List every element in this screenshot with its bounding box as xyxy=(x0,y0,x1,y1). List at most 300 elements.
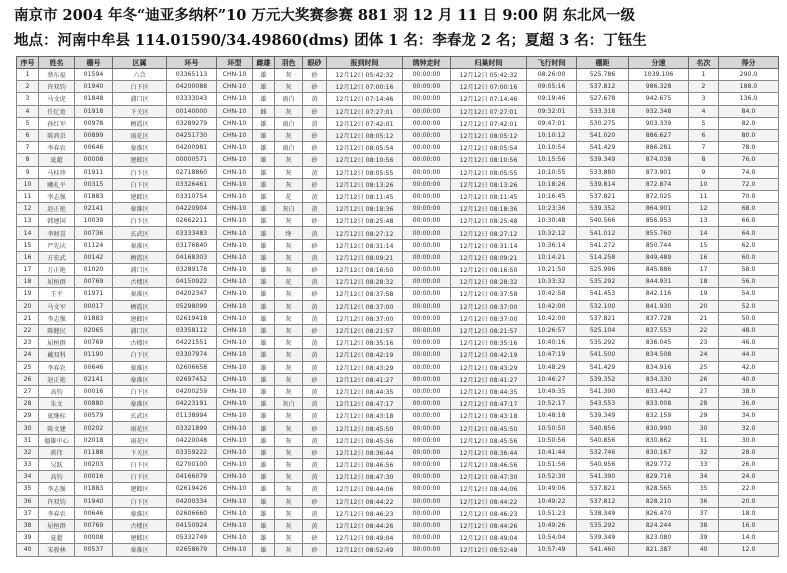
table-row xyxy=(17,190,779,202)
table-cell: 00:00:00 xyxy=(403,166,451,178)
table-cell: 22 xyxy=(689,324,719,336)
table-cell: 孙红军 xyxy=(39,117,75,129)
table-cell: 00:00:00 xyxy=(403,495,451,507)
table-cell: 6 xyxy=(689,129,719,141)
column-header: 区属 xyxy=(113,57,167,69)
table-cell: 王平 xyxy=(39,288,75,300)
table-cell: CHN-10 xyxy=(217,422,253,434)
table-cell: 蔡东福 xyxy=(39,69,75,81)
table-cell: 雄 xyxy=(253,142,275,154)
table-row xyxy=(17,69,779,81)
table-cell: 02619418 xyxy=(167,312,217,324)
table-row xyxy=(17,410,779,422)
table-cell: 10:49:26 xyxy=(527,519,577,531)
table-cell: 12月12日 08:25:48 xyxy=(327,215,403,227)
table-cell: 黄 xyxy=(303,459,327,471)
table-cell: 844.931 xyxy=(629,276,689,288)
table-cell: 04200088 xyxy=(167,81,217,93)
table-cell: 04200981 xyxy=(167,142,217,154)
table-cell: 886.627 xyxy=(629,129,689,141)
table-cell: 12月12日 08:09:21 xyxy=(327,251,403,263)
table-cell: 04251730 xyxy=(167,129,217,141)
table-cell: CHN-10 xyxy=(217,544,253,556)
table-row xyxy=(17,288,779,300)
table-row xyxy=(17,422,779,434)
table-row xyxy=(17,251,779,263)
table-cell: 535.292 xyxy=(577,276,629,288)
table-row xyxy=(17,300,779,312)
table-cell: 1039.106 xyxy=(629,69,689,81)
table-cell: 12月12日 08:05:54 xyxy=(451,142,527,154)
table-cell: 12月12日 08:11:45 xyxy=(451,190,527,202)
table-cell: 12月12日 08:47:17 xyxy=(327,398,403,410)
table-cell: 14 xyxy=(17,227,39,239)
table-cell: 00899 xyxy=(75,129,113,141)
table-cell: 灰 xyxy=(275,178,303,190)
table-cell: 02606660 xyxy=(167,507,217,519)
table-cell: 12月12日 08:41:27 xyxy=(327,373,403,385)
table-cell: 12月12日 08:21:57 xyxy=(451,324,527,336)
table-cell: 872.874 xyxy=(629,178,689,190)
table-cell: 雄 xyxy=(253,483,275,495)
table-cell: 932.348 xyxy=(629,105,689,117)
table-cell: 32 xyxy=(689,446,719,458)
table-cell: 40 xyxy=(689,544,719,556)
table-cell: 黄 xyxy=(303,276,327,288)
table-cell: 02658679 xyxy=(167,544,217,556)
table-cell: 20 xyxy=(17,300,39,312)
table-cell: 10:42:58 xyxy=(527,288,577,300)
table-cell: 01020 xyxy=(75,264,113,276)
table-cell: 873.901 xyxy=(629,166,689,178)
table-cell: 34.0 xyxy=(719,410,779,422)
table-cell: 00:00:00 xyxy=(403,532,451,544)
table-cell: 8 xyxy=(689,154,719,166)
table-cell: 188.0 xyxy=(719,81,779,93)
table-cell: 01124 xyxy=(75,239,113,251)
table-cell: 6 xyxy=(17,129,39,141)
table-cell: 36 xyxy=(689,495,719,507)
table-cell: CHN-10 xyxy=(217,227,253,239)
table-cell: 27 xyxy=(689,385,719,397)
table-cell: 00008 xyxy=(75,532,113,544)
table-cell: 秦淮区 xyxy=(113,361,167,373)
table-cell: 29 xyxy=(17,410,39,422)
table-row xyxy=(17,93,779,105)
table-cell: 828.210 xyxy=(629,495,689,507)
table-cell: 00978 xyxy=(75,117,113,129)
table-cell: 10:23:36 xyxy=(527,203,577,215)
table-cell: 灰 xyxy=(275,105,303,117)
table-cell: 灰 xyxy=(275,129,303,141)
table-cell: 514.258 xyxy=(577,251,629,263)
table-cell: 00:00:00 xyxy=(403,300,451,312)
table-cell: 35 xyxy=(689,483,719,495)
table-row xyxy=(17,166,779,178)
table-cell: 白下区 xyxy=(113,471,167,483)
table-cell: 00:00:00 xyxy=(403,178,451,190)
table-row xyxy=(17,532,779,544)
table-cell: 陈文建 xyxy=(39,422,75,434)
table-cell: 雄 xyxy=(253,361,275,373)
table-cell: 527.678 xyxy=(577,93,629,105)
table-cell: 541.390 xyxy=(577,385,629,397)
table-cell: 00:00:00 xyxy=(403,519,451,531)
table-cell: 浦口区 xyxy=(113,93,167,105)
table-cell: 10:47:19 xyxy=(527,349,577,361)
table-cell: CHN-10 xyxy=(217,276,253,288)
table-cell: CHN-10 xyxy=(217,81,253,93)
table-cell: 01918 xyxy=(75,105,113,117)
table-cell: 830.167 xyxy=(629,446,689,458)
table-cell: 12月12日 08:09:21 xyxy=(451,251,527,263)
table-cell: 白下区 xyxy=(113,349,167,361)
table-cell: 04150924 xyxy=(167,519,217,531)
table-cell: 屈桓群 xyxy=(39,519,75,531)
table-cell: 10:16:45 xyxy=(527,190,577,202)
table-cell: 834.330 xyxy=(629,373,689,385)
table-cell: 10:51:56 xyxy=(527,459,577,471)
table-cell: 537.812 xyxy=(577,81,629,93)
table-cell: 12月12日 08:05:12 xyxy=(451,129,527,141)
table-cell: 12月12日 08:49:04 xyxy=(327,532,403,544)
table-cell: 532.100 xyxy=(577,300,629,312)
table-cell: 00016 xyxy=(75,471,113,483)
table-cell: 黄 xyxy=(303,349,327,361)
table-cell: 12月12日 08:46:56 xyxy=(327,459,403,471)
table-cell: 灰 xyxy=(275,349,303,361)
table-cell: 黄 xyxy=(303,385,327,397)
table-cell: CHN-10 xyxy=(217,190,253,202)
table-cell: 宋骏林 xyxy=(39,544,75,556)
table-cell: 10:57:49 xyxy=(527,544,577,556)
table-cell: 12月12日 08:16:50 xyxy=(327,264,403,276)
table-row xyxy=(17,349,779,361)
table-cell: 砂 xyxy=(303,288,327,300)
table-body xyxy=(17,69,779,557)
table-cell: 00769 xyxy=(75,337,113,349)
column-header: 棚号 xyxy=(75,57,113,69)
table-cell: 62.0 xyxy=(719,239,779,251)
table-cell: 00:00:00 xyxy=(403,276,451,288)
table-cell: 灰 xyxy=(275,373,303,385)
table-row xyxy=(17,495,779,507)
table-cell: 10:51:23 xyxy=(527,507,577,519)
table-cell: 76.0 xyxy=(719,154,779,166)
table-cell: 雄 xyxy=(253,495,275,507)
table-cell: 01971 xyxy=(75,288,113,300)
table-cell: 雄 xyxy=(253,69,275,81)
table-cell: 541.012 xyxy=(577,227,629,239)
table-cell: 541.272 xyxy=(577,239,629,251)
table-row xyxy=(17,471,779,483)
table-cell: 00315 xyxy=(75,178,113,190)
table-cell: 黄 xyxy=(303,227,327,239)
table-cell: 829.772 xyxy=(629,459,689,471)
table-cell: 12月12日 08:47:30 xyxy=(327,471,403,483)
table-cell: 00:00:00 xyxy=(403,117,451,129)
table-cell: 砂 xyxy=(303,373,327,385)
table-cell: 842.116 xyxy=(629,288,689,300)
table-cell: 00579 xyxy=(75,410,113,422)
table-cell: 10 xyxy=(17,178,39,190)
table-cell: 540.566 xyxy=(577,215,629,227)
table-cell: 00:00:00 xyxy=(403,434,451,446)
table-cell: 黄 xyxy=(303,434,327,446)
table-cell: 00:00:00 xyxy=(403,81,451,93)
table-cell: 栖霞区 xyxy=(113,300,167,312)
table-cell: 古楼区 xyxy=(113,519,167,531)
table-cell: 540.856 xyxy=(577,434,629,446)
table-cell: 雨白 xyxy=(275,142,303,154)
table-cell: 马文军 xyxy=(39,300,75,312)
table-cell: 03176840 xyxy=(167,239,217,251)
table-cell: 04200334 xyxy=(167,495,217,507)
table-cell: 00:00:00 xyxy=(403,398,451,410)
table-cell: 雄 xyxy=(253,337,275,349)
table-cell: 01188 xyxy=(75,446,113,458)
table-cell: 01940 xyxy=(75,495,113,507)
table-cell: 01940 xyxy=(75,81,113,93)
table-cell: 525.786 xyxy=(577,69,629,81)
table-cell: 12月12日 08:35:16 xyxy=(327,337,403,349)
table-cell: 雄 xyxy=(253,129,275,141)
column-header: 归巢时间 xyxy=(451,57,527,69)
table-cell: 马文虎 xyxy=(39,93,75,105)
table-cell: 24 xyxy=(17,349,39,361)
table-cell: 12月12日 08:44:35 xyxy=(451,385,527,397)
table-cell: 37 xyxy=(689,507,719,519)
table-cell: 872.025 xyxy=(629,190,689,202)
table-cell: 雄 xyxy=(253,251,275,263)
table-cell: 10:18:26 xyxy=(527,178,577,190)
column-header: 雌雄 xyxy=(253,57,275,69)
table-cell: 12月12日 07:27:01 xyxy=(327,105,403,117)
table-cell: 12月12日 08:25:48 xyxy=(451,215,527,227)
table-cell: 00:00:00 xyxy=(403,105,451,117)
table-cell: 建邺区 xyxy=(113,312,167,324)
table-cell: 12月12日 08:44:35 xyxy=(327,385,403,397)
table-cell: 537.812 xyxy=(577,495,629,507)
table-cell: 03310754 xyxy=(167,190,217,202)
table-cell: 540.856 xyxy=(577,422,629,434)
table-cell: 12月12日 08:43:18 xyxy=(327,410,403,422)
table-cell: 52.0 xyxy=(719,300,779,312)
table-cell: 下关区 xyxy=(113,105,167,117)
table-cell: 539.352 xyxy=(577,203,629,215)
table-cell: 830.990 xyxy=(629,422,689,434)
table-cell: 39 xyxy=(17,532,39,544)
table-cell: 537.821 xyxy=(577,190,629,202)
table-cell: 02718860 xyxy=(167,166,217,178)
table-cell: 04150922 xyxy=(167,276,217,288)
table-cell: 12月12日 08:37:00 xyxy=(451,312,527,324)
table-cell: 砂 xyxy=(303,178,327,190)
table-cell: 白下区 xyxy=(113,495,167,507)
table-cell: 万正艳 xyxy=(39,264,75,276)
table-cell: 任忆宽 xyxy=(39,105,75,117)
table-cell: 12月12日 08:52:49 xyxy=(327,544,403,556)
table-cell: 5 xyxy=(689,117,719,129)
table-row xyxy=(17,239,779,251)
table-cell: 10:42:00 xyxy=(527,300,577,312)
table-cell: 00017 xyxy=(75,300,113,312)
table-cell: 00:00:00 xyxy=(403,544,451,556)
table-cell: 01594 xyxy=(75,69,113,81)
table-cell: 10:49:06 xyxy=(527,483,577,495)
table-cell: 砂 xyxy=(303,532,327,544)
table-cell: 建邺区 xyxy=(113,483,167,495)
table-cell: 12月12日 08:45:56 xyxy=(327,434,403,446)
table-cell: 19 xyxy=(689,288,719,300)
table-cell: 00140000 xyxy=(167,105,217,117)
table-cell: 12月12日 08:18:36 xyxy=(451,203,527,215)
table-cell: 22.0 xyxy=(719,483,779,495)
table-row xyxy=(17,324,779,336)
table-cell: 12月12日 08:10:56 xyxy=(327,154,403,166)
table-cell: 高钧 xyxy=(39,385,75,397)
table-cell: 10:50:56 xyxy=(527,434,577,446)
table-row xyxy=(17,203,779,215)
table-row xyxy=(17,117,779,129)
table-cell: 84.0 xyxy=(719,105,779,117)
table-cell: 541.390 xyxy=(577,471,629,483)
column-header: 羽色 xyxy=(275,57,303,69)
table-cell: 灰 xyxy=(275,166,303,178)
table-cell: 826.470 xyxy=(629,507,689,519)
table-cell: CHN-10 xyxy=(217,361,253,373)
table-cell: 3 xyxy=(689,93,719,105)
table-cell: 80.0 xyxy=(719,129,779,141)
table-cell: 36.0 xyxy=(719,398,779,410)
table-cell: 秦淮区 xyxy=(113,544,167,556)
table-cell: 00:00:00 xyxy=(403,215,451,227)
table-cell: 黄 xyxy=(303,398,327,410)
table-cell: 10:40:16 xyxy=(527,337,577,349)
table-cell: 12月12日 08:05:55 xyxy=(451,166,527,178)
table-cell: 00:00:00 xyxy=(403,385,451,397)
table-cell: 李春农 xyxy=(39,507,75,519)
table-cell: CHN-10 xyxy=(217,215,253,227)
table-cell: 841.930 xyxy=(629,300,689,312)
table-cell: 09:32:01 xyxy=(527,105,577,117)
table-cell: 18.0 xyxy=(719,507,779,519)
table-cell: 12月12日 08:05:55 xyxy=(327,166,403,178)
table-cell: 雨花区 xyxy=(113,129,167,141)
table-cell: 29 xyxy=(689,410,719,422)
table-row xyxy=(17,142,779,154)
table-row xyxy=(17,459,779,471)
table-cell: 白下区 xyxy=(113,178,167,190)
table-cell: 56.0 xyxy=(719,276,779,288)
table-cell: 赵正艳 xyxy=(39,373,75,385)
table-cell: 03289178 xyxy=(167,264,217,276)
table-cell: CHN-10 xyxy=(217,483,253,495)
table-cell: 12月12日 08:43:29 xyxy=(451,361,527,373)
table-cell: 10:14:21 xyxy=(527,251,577,263)
table-cell: CHN-10 xyxy=(217,129,253,141)
table-cell: 朱文 xyxy=(39,398,75,410)
table-cell: 525.996 xyxy=(577,264,629,276)
table-cell: 19 xyxy=(17,288,39,300)
table-cell: 538.349 xyxy=(577,507,629,519)
table-cell: 雄 xyxy=(253,81,275,93)
table-cell: 00:00:00 xyxy=(403,227,451,239)
table-cell: 古楼区 xyxy=(113,337,167,349)
table-cell: 秦淮区 xyxy=(113,203,167,215)
table-cell: 33 xyxy=(17,459,39,471)
table-cell: 20.0 xyxy=(719,495,779,507)
table-cell: 戴双科 xyxy=(39,349,75,361)
table-cell: 雄 xyxy=(253,471,275,483)
table-cell: 03289279 xyxy=(167,117,217,129)
table-cell: 00:00:00 xyxy=(403,264,451,276)
table-cell: 00646 xyxy=(75,507,113,519)
table-cell: 雄 xyxy=(253,264,275,276)
table-cell: 00000571 xyxy=(167,154,217,166)
table-cell: 03326461 xyxy=(167,178,217,190)
table-cell: 雄 xyxy=(253,349,275,361)
table-cell: 李春农 xyxy=(39,142,75,154)
table-cell: 灰 xyxy=(275,471,303,483)
table-cell: 530.275 xyxy=(577,117,629,129)
column-header: 序号 xyxy=(17,57,39,69)
table-cell: 黄 xyxy=(303,203,327,215)
table-cell: 雄 xyxy=(253,178,275,190)
table-cell: 雄 xyxy=(253,434,275,446)
table-cell: 30 xyxy=(17,422,39,434)
table-cell: 12月12日 08:05:12 xyxy=(327,129,403,141)
table-cell: 836.045 xyxy=(629,337,689,349)
table-cell: 833.008 xyxy=(629,398,689,410)
table-cell: 12月12日 08:16:50 xyxy=(451,264,527,276)
table-cell: 10:21:50 xyxy=(527,264,577,276)
table-cell: 09:05:16 xyxy=(527,81,577,93)
table-cell: 10:41:44 xyxy=(527,446,577,458)
table-cell: 136.0 xyxy=(719,93,779,105)
table-cell: 04220904 xyxy=(167,203,217,215)
table-cell: 54.0 xyxy=(719,288,779,300)
table-row xyxy=(17,361,779,373)
table-cell: 38 xyxy=(689,519,719,531)
table-cell: 00142 xyxy=(75,251,113,263)
table-cell: 砂 xyxy=(303,446,327,458)
table-cell: 30 xyxy=(689,422,719,434)
table-cell: 32.0 xyxy=(719,422,779,434)
table-cell: CHN-10 xyxy=(217,459,253,471)
table-cell: CHN-10 xyxy=(217,93,253,105)
table-cell: 雄 xyxy=(253,507,275,519)
table-row xyxy=(17,507,779,519)
table-cell: 雄 xyxy=(253,532,275,544)
table-cell: 02697452 xyxy=(167,373,217,385)
table-cell: 00:00:00 xyxy=(403,446,451,458)
table-cell: 10039 xyxy=(75,215,113,227)
table-cell: 12月12日 08:18:36 xyxy=(327,203,403,215)
table-cell: CHN-10 xyxy=(217,288,253,300)
table-cell: 35 xyxy=(17,483,39,495)
table-cell: 雄 xyxy=(253,410,275,422)
table-cell: 黄 xyxy=(303,190,327,202)
table-cell: 12月12日 08:11:45 xyxy=(327,190,403,202)
table-cell: 18 xyxy=(17,276,39,288)
table-cell: 18 xyxy=(689,276,719,288)
table-cell: 雄 xyxy=(253,154,275,166)
table-row xyxy=(17,398,779,410)
table-row xyxy=(17,215,779,227)
table-cell: 4 xyxy=(689,105,719,117)
table-cell: CHN-10 xyxy=(217,105,253,117)
